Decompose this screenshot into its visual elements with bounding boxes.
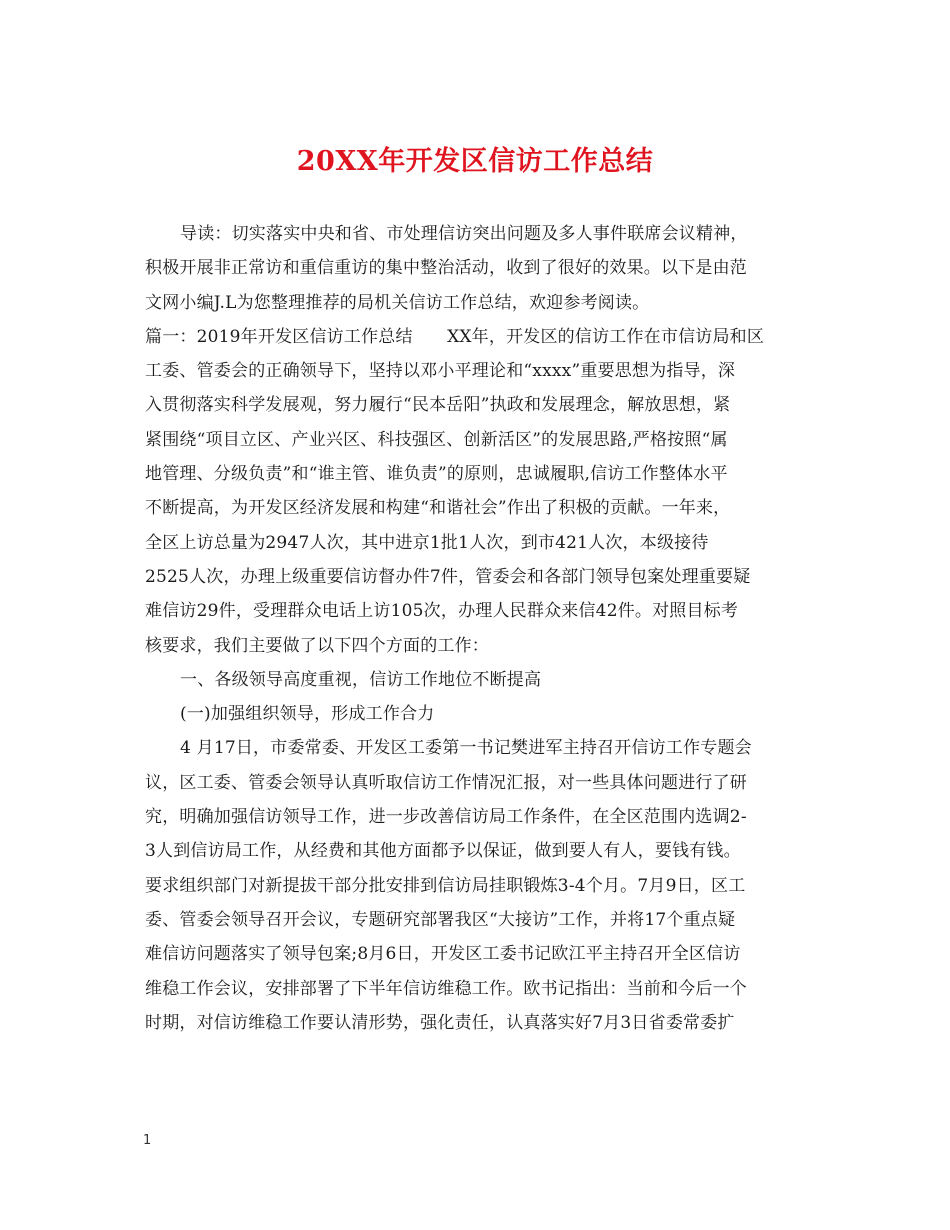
text-line: 委、管委会领导召开会议，专题研究部署我区“大接访”工作，并将17个重点疑 bbox=[145, 909, 736, 930]
text-line: 维稳工作会议，安排部署了下半年信访维稳工作。欧书记指出：当前和今后一个 bbox=[145, 978, 747, 999]
text-line: 核要求，我们主要做了以下四个方面的工作： bbox=[145, 635, 489, 656]
page-number: 1 bbox=[143, 1133, 152, 1148]
text-line: 一、各级领导高度重视，信访工作地位不断提高 bbox=[180, 669, 542, 690]
text-line: 文网小编J.L为您整理推荐的局机关信访工作总结，欢迎参考阅读。 bbox=[145, 292, 650, 313]
text-line: 难信访29件，受理群众电话上访105次，办理人民群众来信42件。对照目标考 bbox=[145, 601, 739, 622]
text-line: 难信访问题落实了领导包案;8月6日，开发区工委书记欧江平主持召开全区信访 bbox=[145, 944, 741, 965]
text-line: 积极开展非正常访和重信重访的集中整治活动，收到了很好的效果。以下是由范 bbox=[145, 258, 747, 279]
text-line: 全区上访总量为2947人次，其中进京1批1人次，到市421人次，本级接待 bbox=[145, 532, 709, 553]
text-line: 篇一：2019年开发区信访工作总结 XX年，开发区的信访工作在市信访局和区 bbox=[145, 326, 765, 347]
text-line: (一)加强组织领导，形成工作合力 bbox=[180, 704, 435, 725]
text-line: 议，区工委、管委会领导认真听取信访工作情况汇报，对一些具体问题进行了研 bbox=[145, 772, 747, 793]
text-line: 究，明确加强信访领导工作，进一步改善信访局工作条件，在全区范围内选调2- bbox=[145, 807, 747, 828]
text-line: 入贯彻落实科学发展观，努力履行“民本岳阳”执政和发展理念，解放思想，紧 bbox=[145, 395, 731, 416]
text-line: 4 月17日，市委常委、开发区工委第一书记樊进军主持召开信访工作专题会 bbox=[180, 738, 752, 759]
text-line: 要求组织部门对新提拔干部分批安排到信访局挂职锻炼3-4个月。7月9日，区工 bbox=[145, 875, 746, 896]
text-line: 3人到信访局工作，从经费和其他方面都予以保证，做到要人有人，要钱有钱。 bbox=[145, 841, 741, 862]
text-line: 2525人次，办理上级重要信访督办件7件，管委会和各部门领导包案处理重要疑 bbox=[145, 566, 751, 587]
text-line: 导读：切实落实中央和省、市处理信访突出问题及多人事件联席会议精神， bbox=[180, 224, 748, 244]
text-line: 地管理、分级负责”和“谁主管、谁负责”的原则，忠诚履职,信访工作整体水平 bbox=[145, 464, 728, 485]
text-line: 工委、管委会的正确领导下，坚持以邓小平理论和“xxxx”重要思想为指导，深 bbox=[145, 361, 736, 382]
document-title: 20XX年开发区信访工作总结 bbox=[296, 146, 654, 177]
text-line: 不断提高，为开发区经济发展和构建“和谐社会”作出了积极的贡献。一年来， bbox=[145, 498, 731, 519]
document-body bbox=[145, 217, 810, 1040]
text-line: 时期，对信访维稳工作要认清形势，强化责任，认真落实好7月3日省委常委扩 bbox=[145, 1012, 735, 1033]
text-line: 紧围绕“项目立区、产业兴区、科技强区、创新活区”的发展思路,严格按照“属 bbox=[145, 429, 728, 450]
